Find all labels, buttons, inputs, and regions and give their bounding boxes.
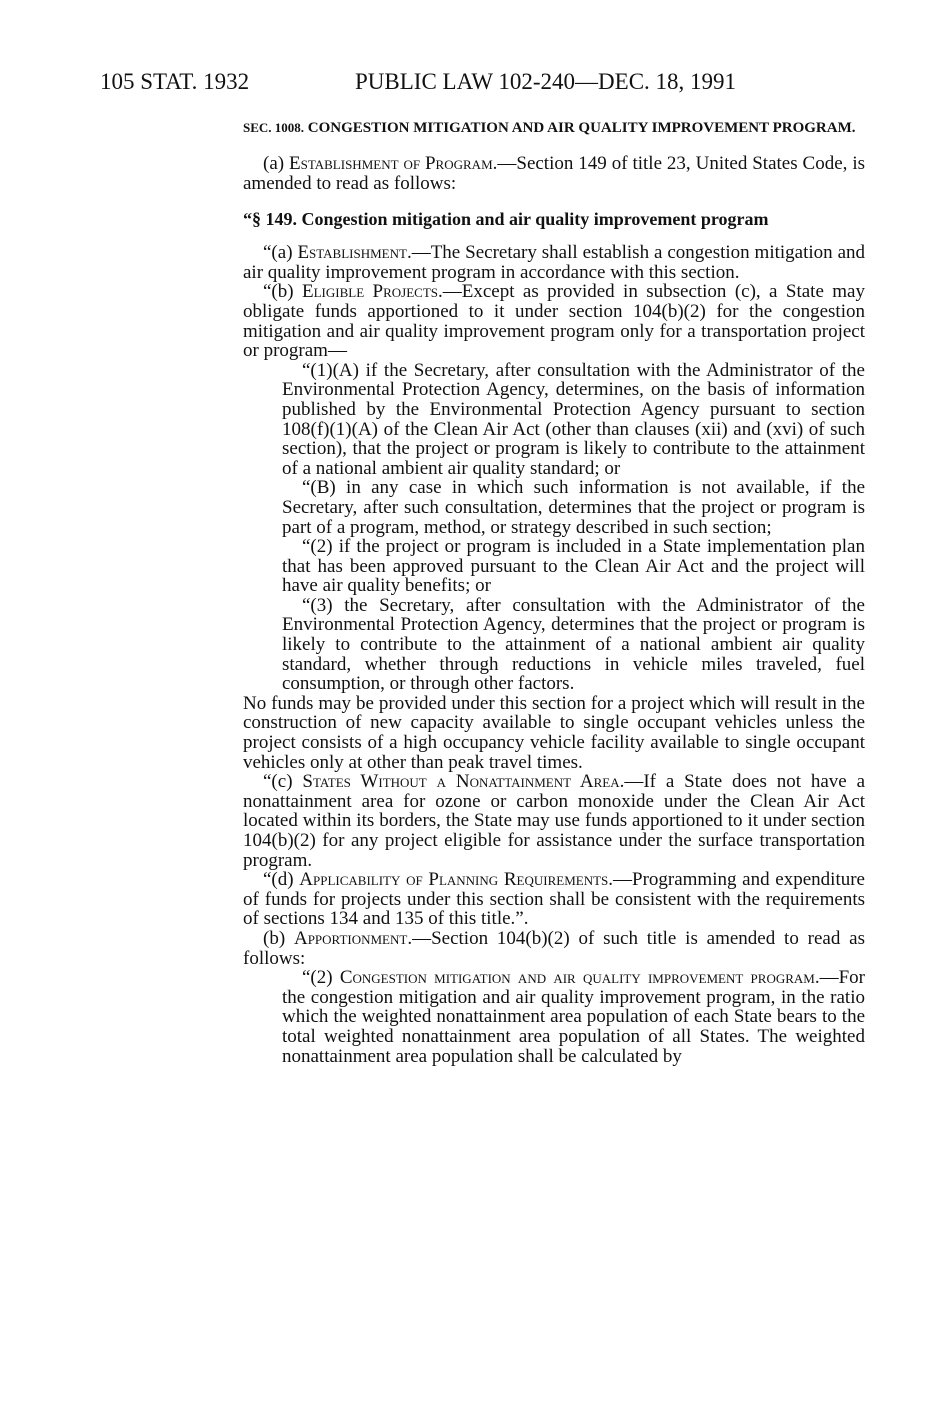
section-number: SEC. 1008. bbox=[243, 120, 305, 135]
paragraph-c-caption: States Without a Nonattainment Area. bbox=[302, 771, 625, 793]
subsection-b-text: —Section 104(b)(2) of such title is amended to read as follows: bbox=[243, 927, 865, 969]
paragraph-a bbox=[243, 243, 865, 282]
law-title: PUBLIC LAW 102-240—DEC. 18, 1991 bbox=[355, 69, 737, 94]
paragraph-2-label: “(2) bbox=[302, 967, 340, 989]
paragraph-c-text: —If a State does not have a nonattainment area for ozone or carbon monoxide under the Clean Air Act located within its borders, the State may use funds apportioned to it under section 104(b)(2) for any project eligible for assistance under the surface transportation program. bbox=[243, 771, 865, 871]
paragraph-2-text: —For the congestion mitigation and air quality improvement program, in the ratio which the weighted nonattainment area population of each State bears to the total weighted nonattainment area population of all States. The weighted nonattainment area population shall be calculated by bbox=[282, 967, 866, 1067]
paragraph-b bbox=[243, 282, 865, 360]
paragraph-c bbox=[243, 772, 865, 870]
paragraph-b-3: “(3) the Secretary, after consultation with the Administrator of the Environmental Protection Agency, determines that the project or program is likely to contribute to the attainment of a national ambient air quality standard, whether through reductions in vehicle miles traveled, fuel consumption, or through other factors. bbox=[282, 594, 865, 695]
subsection-b-label: (b) bbox=[263, 927, 294, 949]
paragraph-2-caption: Congestion mitigation and air quality improvement program. bbox=[339, 967, 820, 989]
subsection-a-text: —Section 149 of title 23, United States Code, is amended to read as follows: bbox=[243, 153, 865, 194]
paragraph-a-caption: Establishment. bbox=[297, 242, 412, 264]
section-149-heading: “§ 149. Congestion mitigation and air quality improvement program bbox=[243, 209, 769, 230]
subsection-a bbox=[243, 154, 865, 193]
subsection-a-caption: Establishment of Program. bbox=[289, 153, 498, 174]
paragraph-b-1-B: “(B) in any case in which such information is not available, if the Secretary, after such consultation, determines that the project or program is part of a program, method, or strategy described in such section; bbox=[282, 477, 865, 538]
section-title: CONGESTION MITIGATION AND AIR QUALITY IMPROVEMENT PROGRAM. bbox=[307, 120, 856, 136]
paragraph-a-text: —The Secretary shall establish a congestion mitigation and air quality improvement program in accordance with this section. bbox=[243, 242, 865, 283]
page-reference: 105 STAT. 1932 bbox=[100, 69, 250, 94]
paragraph-d-label: “(d) bbox=[263, 869, 300, 891]
paragraph-a-label: “(a) bbox=[263, 242, 298, 264]
paragraph-2 bbox=[282, 968, 865, 1066]
paragraph-d bbox=[243, 870, 865, 929]
paragraph-b-text: —Except as provided in subsection (c), a State may obligate funds apportioned to it under section 104(b)(2) for the congestion mitigation and air quality improvement program only for a transportation project or program— bbox=[243, 281, 865, 362]
paragraph-b-1-A: “(1)(A) if the Secretary, after consultation with the Administrator of the Environmental Protection Agency, determines, on the basis of information published by the Environmental Protection Agency pursuant to section 108(f)(1)(A) of the Clean Air Act (other than clauses (xii) and (xvi) of such section), that the project or program is likely to contribute to the attainment of a national ambient air quality standard; or bbox=[282, 359, 865, 479]
section-heading bbox=[243, 118, 865, 138]
subsection-a-label: (a) bbox=[263, 153, 290, 174]
paragraph-b-label: “(b) bbox=[263, 281, 302, 303]
paragraph-no-funds: No funds may be provided under this section for a project which will result in the construction of new capacity available to single occupant vehicles unless the project consists of a high occupancy vehicle facility available to single occupant vehicles only at other than peak travel times. bbox=[243, 692, 865, 773]
subsection-b-caption: Apportionment. bbox=[293, 927, 413, 949]
paragraph-d-text: —Programming and expenditure of funds for projects under this section shall be consistent with the requirements of sections 134 and 135 of this title.”. bbox=[243, 869, 865, 930]
document-body bbox=[243, 118, 865, 1066]
paragraph-d-caption: Applicability of Planning Requirements. bbox=[299, 869, 613, 891]
paragraph-c-label: “(c) bbox=[263, 771, 303, 793]
paragraph-b-caption: Eligible Projects. bbox=[301, 281, 443, 303]
paragraph-b-2: “(2) if the project or program is included in a State implementation plan that has been approved pursuant to the Clean Air Act and the project will have air quality benefits; or bbox=[282, 536, 865, 597]
subsection-b bbox=[243, 929, 865, 968]
